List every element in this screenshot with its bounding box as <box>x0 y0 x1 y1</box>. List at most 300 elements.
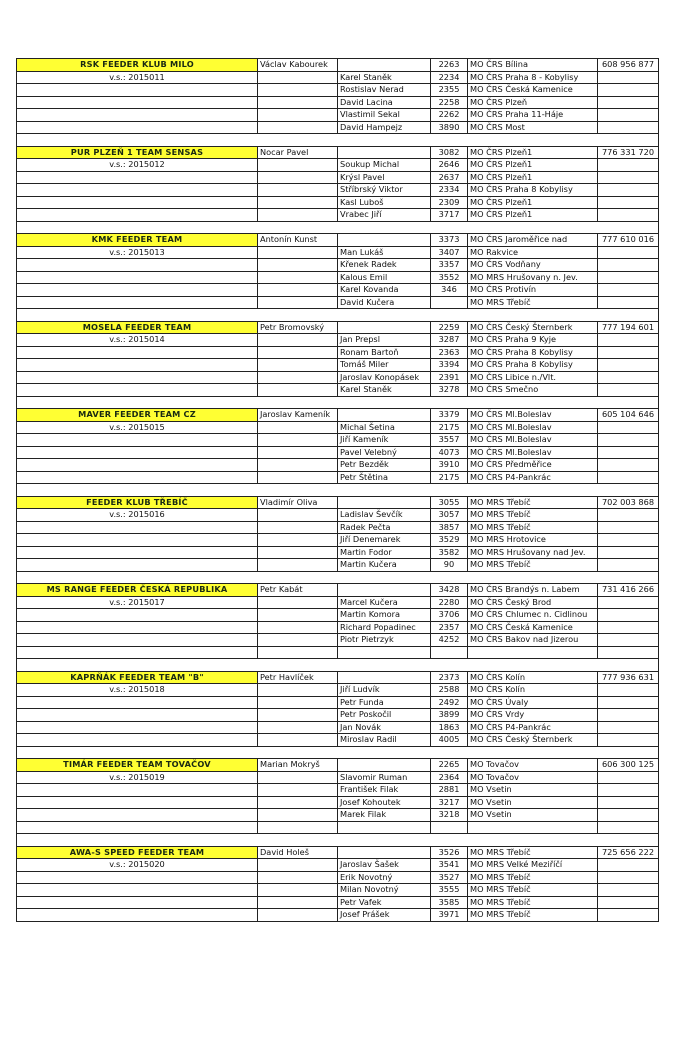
member-number: 3287 <box>431 334 468 347</box>
member-name-empty <box>338 584 431 597</box>
team-cell-empty <box>17 634 258 647</box>
member-name: Ronam Bartoň <box>338 346 431 359</box>
member-mo: MO ČRS Most <box>468 121 598 134</box>
member-number: 2881 <box>431 784 468 797</box>
team-name: AWA-S SPEED FEEDER TEAM <box>17 846 258 859</box>
team-header-row <box>17 146 659 159</box>
phone-cell-empty <box>598 71 659 84</box>
phone-cell-empty <box>598 534 659 547</box>
member-row <box>17 346 659 359</box>
team-name: MAVER FEEDER TEAM CZ <box>17 409 258 422</box>
phone-cell-empty <box>598 296 659 309</box>
member-name: Soukup Michal <box>338 159 431 172</box>
captain-cell-empty <box>258 646 338 659</box>
team-phone: 777 936 631 <box>598 671 659 684</box>
team-cell-empty <box>17 696 258 709</box>
member-row <box>17 859 659 872</box>
member-name: Martin Komora <box>338 609 431 622</box>
team-cell-empty <box>17 96 258 109</box>
phone-cell-empty <box>598 696 659 709</box>
member-row <box>17 896 659 909</box>
phone-cell-empty <box>598 121 659 134</box>
member-number: 3706 <box>431 609 468 622</box>
member-row <box>17 421 659 434</box>
phone-cell-empty <box>598 884 659 897</box>
member-mo: MO ČRS Český Šternberk <box>468 734 598 747</box>
member-mo: MO ČRS Libice n./Vlt. <box>468 371 598 384</box>
member-mo: MO ČRS Praha 8 Kobylisy <box>468 184 598 197</box>
team-cell-empty <box>17 434 258 447</box>
phone-cell-empty <box>598 284 659 297</box>
phone-cell-empty <box>598 859 659 872</box>
member-row <box>17 471 659 484</box>
phone-cell-empty <box>598 809 659 822</box>
member-number: 3552 <box>431 271 468 284</box>
member-name: Petr Funda <box>338 696 431 709</box>
member-mo: MO ČRS P4-Pankrác <box>468 471 598 484</box>
member-row <box>17 371 659 384</box>
section-spacer-row <box>17 571 659 584</box>
team-name: RSK FEEDER KLUB MILO <box>17 59 258 72</box>
member-name: Martin Fodor <box>338 546 431 559</box>
member-name-empty <box>338 671 431 684</box>
member-row <box>17 71 659 84</box>
member-number: 3217 <box>431 796 468 809</box>
member-mo: MO ČRS Ml.Boleslav <box>468 421 598 434</box>
member-name: Kalous Emil <box>338 271 431 284</box>
team-phone: 777 610 016 <box>598 234 659 247</box>
member-number: 3407 <box>431 246 468 259</box>
member-number: 2646 <box>431 159 468 172</box>
team-cell-empty <box>17 259 258 272</box>
captain-cell-empty <box>258 559 338 572</box>
team-name: PUR PLZEŇ 1 TEAM SENSAS <box>17 146 258 159</box>
phone-cell-empty <box>598 821 659 834</box>
member-name: Josef Prášek <box>338 909 431 922</box>
member-number: 2175 <box>431 471 468 484</box>
captain-cell-empty <box>258 284 338 297</box>
captain-cell-empty <box>258 621 338 634</box>
phone-cell-empty <box>598 796 659 809</box>
team-cell-empty <box>17 559 258 572</box>
captain-cell-empty <box>258 634 338 647</box>
team-header-row <box>17 321 659 334</box>
section-spacer-row <box>17 659 659 672</box>
team-phone: 731 416 266 <box>598 584 659 597</box>
team-cell-empty <box>17 346 258 359</box>
section-divider <box>17 659 659 672</box>
member-number: 2637 <box>431 171 468 184</box>
section-spacer-row <box>17 134 659 147</box>
member-number: 3557 <box>431 434 468 447</box>
member-name: David Kučera <box>338 296 431 309</box>
captain-number: 2265 <box>431 759 468 772</box>
member-mo: MO ČRS Chlumec n. Cidlinou <box>468 609 598 622</box>
member-number: 3555 <box>431 884 468 897</box>
captain-cell-empty <box>258 909 338 922</box>
captain-mo: MO ČRS Ml.Boleslav <box>468 409 598 422</box>
team-cell-empty <box>17 384 258 397</box>
phone-cell-empty <box>598 521 659 534</box>
member-mo: MO ČRS Plzeň1 <box>468 209 598 222</box>
member-row <box>17 271 659 284</box>
member-mo: MO ČRS Protivín <box>468 284 598 297</box>
member-mo <box>468 646 598 659</box>
captain-number: 3526 <box>431 846 468 859</box>
team-cell-empty <box>17 284 258 297</box>
captain-number: 3379 <box>431 409 468 422</box>
team-roster-body <box>17 59 659 922</box>
member-number: 1863 <box>431 721 468 734</box>
member-row <box>17 109 659 122</box>
captain-cell-empty <box>258 471 338 484</box>
section-spacer-row <box>17 834 659 847</box>
team-cell-empty <box>17 521 258 534</box>
phone-cell-empty <box>598 734 659 747</box>
variable-symbol: v.s.: 2015013 <box>17 246 258 259</box>
captain-cell-empty <box>258 896 338 909</box>
phone-cell-empty <box>598 596 659 609</box>
member-mo: MO ČRS Bakov nad Jizerou <box>468 634 598 647</box>
phone-cell-empty <box>598 271 659 284</box>
phone-cell-empty <box>598 784 659 797</box>
member-mo: MO ČRS Praha 11-Háje <box>468 109 598 122</box>
member-mo: MO Tovačov <box>468 771 598 784</box>
member-name: Vlastimil Sekal <box>338 109 431 122</box>
team-cell-empty <box>17 721 258 734</box>
team-cell-empty <box>17 184 258 197</box>
captain-cell-empty <box>258 109 338 122</box>
member-name: Jan Novák <box>338 721 431 734</box>
section-divider <box>17 221 659 234</box>
member-name: Karel Kovanda <box>338 284 431 297</box>
member-mo: MO ČRS Praha 9 Kyje <box>468 334 598 347</box>
member-name: Piotr Pietrzyk <box>338 634 431 647</box>
phone-cell-empty <box>598 621 659 634</box>
member-mo: MO ČRS Smečno <box>468 384 598 397</box>
captain-cell-empty <box>258 709 338 722</box>
team-cell-empty <box>17 359 258 372</box>
member-row <box>17 871 659 884</box>
team-name: TIMÁR FEEDER TEAM TOVAČOV <box>17 759 258 772</box>
team-name: MS RANGE FEEDER ČESKÁ REPUBLIKA <box>17 584 258 597</box>
member-name-empty <box>338 59 431 72</box>
captain-cell-empty <box>258 246 338 259</box>
member-row <box>17 259 659 272</box>
member-mo: MO MRS Hrušovany nad Jev. <box>468 546 598 559</box>
captain-cell-empty <box>258 784 338 797</box>
member-mo: MO ČRS Ml.Boleslav <box>468 434 598 447</box>
team-cell-empty <box>17 896 258 909</box>
member-mo: MO ČRS Vrdy <box>468 709 598 722</box>
member-row <box>17 159 659 172</box>
variable-symbol: v.s.: 2015012 <box>17 159 258 172</box>
phone-cell-empty <box>598 246 659 259</box>
team-header-row <box>17 59 659 72</box>
captain-cell-empty <box>258 384 338 397</box>
team-cell-empty <box>17 709 258 722</box>
captain-cell-empty <box>258 696 338 709</box>
member-number: 3278 <box>431 384 468 397</box>
captain-mo: MO MRS Třebíč <box>468 496 598 509</box>
member-name: Rostislav Nerad <box>338 84 431 97</box>
member-mo: MO ČRS Plzeň1 <box>468 196 598 209</box>
team-cell-empty <box>17 209 258 222</box>
captain-cell-empty <box>258 371 338 384</box>
section-spacer-row <box>17 309 659 322</box>
team-header-row <box>17 671 659 684</box>
captain-cell-empty <box>258 721 338 734</box>
team-cell-empty <box>17 884 258 897</box>
team-header-row <box>17 584 659 597</box>
member-mo: MO ČRS Vodňany <box>468 259 598 272</box>
team-cell-empty <box>17 446 258 459</box>
captain-cell-empty <box>258 421 338 434</box>
member-name: Radek Pečta <box>338 521 431 534</box>
member-mo: MO Rakvice <box>468 246 598 259</box>
phone-cell-empty <box>598 871 659 884</box>
member-number: 2234 <box>431 71 468 84</box>
section-divider <box>17 309 659 322</box>
member-number: 3971 <box>431 909 468 922</box>
member-name <box>338 646 431 659</box>
team-name: FEEDER KLUB TŘEBÍČ <box>17 496 258 509</box>
phone-cell-empty <box>598 196 659 209</box>
member-row <box>17 696 659 709</box>
captain-cell-empty <box>258 209 338 222</box>
captain-cell-empty <box>258 296 338 309</box>
member-mo: MO ČRS Úvaly <box>468 696 598 709</box>
team-header-row <box>17 234 659 247</box>
team-cell-empty <box>17 809 258 822</box>
member-mo: MO MRS Hrušovany n. Jev. <box>468 271 598 284</box>
captain-number: 2373 <box>431 671 468 684</box>
member-number: 3890 <box>431 121 468 134</box>
member-name: Jaroslav Konopásek <box>338 371 431 384</box>
member-row <box>17 334 659 347</box>
member-number: 2355 <box>431 84 468 97</box>
captain-cell-empty <box>258 809 338 822</box>
member-name: Petr Vafek <box>338 896 431 909</box>
member-name: Karel Staněk <box>338 384 431 397</box>
section-divider <box>17 571 659 584</box>
member-number: 2175 <box>431 421 468 434</box>
member-name: František Filak <box>338 784 431 797</box>
member-row <box>17 209 659 222</box>
member-row <box>17 634 659 647</box>
variable-symbol: v.s.: 2015014 <box>17 334 258 347</box>
member-mo: MO MRS Třebíč <box>468 521 598 534</box>
member-number: 2492 <box>431 696 468 709</box>
team-cell-empty <box>17 821 258 834</box>
variable-symbol: v.s.: 2015019 <box>17 771 258 784</box>
captain-cell-empty <box>258 346 338 359</box>
team-cell-empty <box>17 646 258 659</box>
member-row <box>17 684 659 697</box>
member-name: Josef Kohoutek <box>338 796 431 809</box>
member-name: Křenek Radek <box>338 259 431 272</box>
captain-cell-empty <box>258 359 338 372</box>
member-number: 90 <box>431 559 468 572</box>
member-mo: MO ČRS Praha 8 Kobylisy <box>468 359 598 372</box>
member-mo: MO MRS Třebíč <box>468 909 598 922</box>
phone-cell-empty <box>598 471 659 484</box>
member-number <box>431 296 468 309</box>
member-row <box>17 609 659 622</box>
member-mo: MO ČRS Kolín <box>468 684 598 697</box>
member-mo: MO ČRS P4-Pankrác <box>468 721 598 734</box>
captain-cell-empty <box>258 159 338 172</box>
member-mo <box>468 821 598 834</box>
member-row <box>17 284 659 297</box>
captain-cell-empty <box>258 259 338 272</box>
member-number <box>431 646 468 659</box>
member-name: Jan Prepsl <box>338 334 431 347</box>
captain-cell-empty <box>258 334 338 347</box>
member-name: Milan Novotný <box>338 884 431 897</box>
member-number: 2391 <box>431 371 468 384</box>
section-divider <box>17 134 659 147</box>
member-mo: MO MRS Třebíč <box>468 871 598 884</box>
member-mo: MO ČRS Předměřice <box>468 459 598 472</box>
member-row <box>17 384 659 397</box>
team-cell-empty <box>17 471 258 484</box>
member-number: 4005 <box>431 734 468 747</box>
member-name: Erik Novotný <box>338 871 431 884</box>
member-number: 3582 <box>431 546 468 559</box>
member-row <box>17 596 659 609</box>
section-divider <box>17 484 659 497</box>
team-cell-empty <box>17 121 258 134</box>
member-number: 3057 <box>431 509 468 522</box>
team-cell-empty <box>17 459 258 472</box>
captain-mo: MO Tovačov <box>468 759 598 772</box>
team-captain: Vladimír Oliva <box>258 496 338 509</box>
member-name: Miroslav Radil <box>338 734 431 747</box>
team-cell-empty <box>17 546 258 559</box>
team-cell-empty <box>17 109 258 122</box>
variable-symbol: v.s.: 2015011 <box>17 71 258 84</box>
section-spacer-row <box>17 396 659 409</box>
phone-cell-empty <box>598 96 659 109</box>
member-number: 3541 <box>431 859 468 872</box>
variable-symbol: v.s.: 2015018 <box>17 684 258 697</box>
captain-cell-empty <box>258 884 338 897</box>
section-divider <box>17 396 659 409</box>
member-row <box>17 909 659 922</box>
team-cell-empty <box>17 84 258 97</box>
phone-cell-empty <box>598 609 659 622</box>
member-mo: MO ČRS Praha 8 - Kobylisy <box>468 71 598 84</box>
team-name: KAPRŇÁK FEEDER TEAM "B" <box>17 671 258 684</box>
section-spacer-row <box>17 484 659 497</box>
team-captain: Antonín Kunst <box>258 234 338 247</box>
captain-cell-empty <box>258 121 338 134</box>
variable-symbol: v.s.: 2015016 <box>17 509 258 522</box>
captain-mo: MO ČRS Brandýs n. Labem <box>468 584 598 597</box>
member-number: 2334 <box>431 184 468 197</box>
member-mo: MO ČRS Český Brod <box>468 596 598 609</box>
captain-cell-empty <box>258 184 338 197</box>
member-row <box>17 434 659 447</box>
member-mo: MO MRS Třebíč <box>468 559 598 572</box>
member-name: Pavel Velebný <box>338 446 431 459</box>
member-name: Petr Štětina <box>338 471 431 484</box>
variable-symbol: v.s.: 2015015 <box>17 421 258 434</box>
captain-cell-empty <box>258 771 338 784</box>
member-name: Martin Kučera <box>338 559 431 572</box>
member-number: 3394 <box>431 359 468 372</box>
member-number: 3910 <box>431 459 468 472</box>
phone-cell-empty <box>598 259 659 272</box>
team-captain: Petr Bromovský <box>258 321 338 334</box>
captain-mo: MO ČRS Plzeň1 <box>468 146 598 159</box>
member-name-empty <box>338 846 431 859</box>
team-phone: 777 194 601 <box>598 321 659 334</box>
member-name: Krýsl Pavel <box>338 171 431 184</box>
captain-cell-empty <box>258 734 338 747</box>
captain-cell-empty <box>258 446 338 459</box>
captain-number: 3373 <box>431 234 468 247</box>
member-mo: MO Vsetin <box>468 809 598 822</box>
member-number: 2363 <box>431 346 468 359</box>
phone-cell-empty <box>598 209 659 222</box>
captain-number: 2263 <box>431 59 468 72</box>
member-mo: MO MRS Hrotovice <box>468 534 598 547</box>
member-mo: MO Vsetin <box>468 784 598 797</box>
member-name: Michal Šetina <box>338 421 431 434</box>
phone-cell-empty <box>598 421 659 434</box>
member-mo: MO ČRS Plzeň1 <box>468 159 598 172</box>
member-row <box>17 246 659 259</box>
member-number: 3585 <box>431 896 468 909</box>
team-captain: Václav Kabourek <box>258 59 338 72</box>
team-cell-empty <box>17 871 258 884</box>
team-header-row <box>17 759 659 772</box>
captain-cell-empty <box>258 509 338 522</box>
member-row <box>17 621 659 634</box>
member-row <box>17 546 659 559</box>
captain-cell-empty <box>258 521 338 534</box>
captain-cell-empty <box>258 171 338 184</box>
member-name: Slavomir Ruman <box>338 771 431 784</box>
captain-cell-empty <box>258 684 338 697</box>
phone-cell-empty <box>598 771 659 784</box>
member-row <box>17 121 659 134</box>
team-phone: 606 300 125 <box>598 759 659 772</box>
member-mo: MO ČRS Plzeň <box>468 96 598 109</box>
member-name: Tomáš Miler <box>338 359 431 372</box>
member-name: Marcel Kučera <box>338 596 431 609</box>
member-mo: MO MRS Třebíč <box>468 509 598 522</box>
phone-cell-empty <box>598 371 659 384</box>
member-number: 3527 <box>431 871 468 884</box>
team-phone: 605 104 646 <box>598 409 659 422</box>
member-number: 2280 <box>431 596 468 609</box>
captain-cell-empty <box>258 596 338 609</box>
team-roster-table <box>16 58 659 922</box>
captain-cell-empty <box>258 271 338 284</box>
member-name-empty <box>338 759 431 772</box>
member-name: David Lacina <box>338 96 431 109</box>
member-number: 3717 <box>431 209 468 222</box>
phone-cell-empty <box>598 721 659 734</box>
team-captain: Jaroslav Kameník <box>258 409 338 422</box>
section-spacer-row <box>17 221 659 234</box>
member-row <box>17 171 659 184</box>
phone-cell-empty <box>598 634 659 647</box>
member-name: Petr Poskočil <box>338 709 431 722</box>
